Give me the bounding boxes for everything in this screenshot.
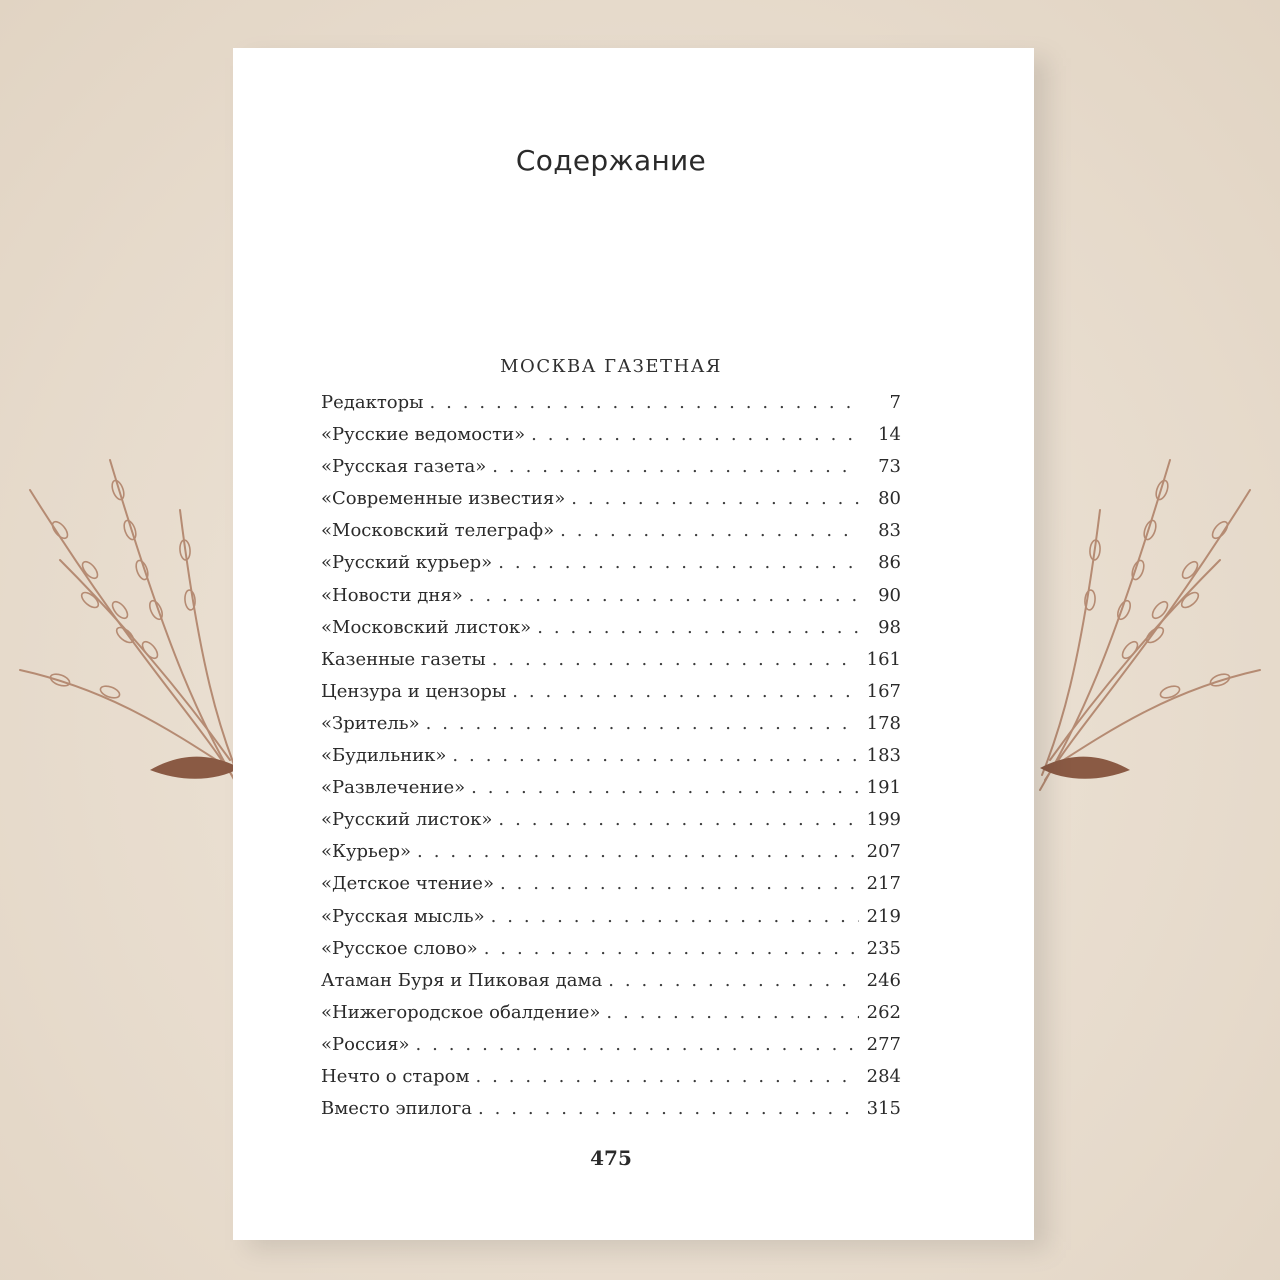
dot-leader [498, 552, 859, 573]
toc-entry-page: 262 [866, 1001, 901, 1023]
toc-entry-page: 207 [866, 841, 901, 863]
toc-entry-page: 7 [889, 392, 901, 413]
toc-entry [321, 1002, 901, 1034]
toc-entry-page: 167 [866, 680, 901, 702]
toc-entry-title: «Нижегородское обалдение» [321, 1001, 601, 1023]
toc-entry-page: 73 [878, 456, 901, 478]
dot-leader [417, 841, 859, 862]
dot-leader [416, 1034, 860, 1055]
dot-leader [471, 777, 859, 798]
dot-leader [608, 970, 859, 991]
toc-entry [321, 873, 901, 905]
toc-entry [321, 938, 901, 970]
toc-entry-page: 219 [866, 905, 901, 927]
toc-title: Содержание [515, 144, 707, 177]
dot-leader [537, 617, 859, 638]
toc-entry-page: 161 [866, 648, 901, 670]
toc-entry-title: «Московский телеграф» [321, 520, 555, 542]
dot-leader [560, 520, 859, 541]
toc-entry-title: Нечто о старом [321, 1065, 470, 1087]
toc-entry-page: 199 [866, 809, 901, 831]
toc-entry [321, 970, 901, 1002]
toc-entry [321, 552, 901, 584]
toc-entry [321, 745, 901, 777]
toc-entry [321, 520, 901, 552]
toc-entry-title: «Русские ведомости» [321, 424, 526, 446]
page-number: 475 [590, 1146, 632, 1170]
book-page [233, 48, 1034, 1240]
toc-entry-page: 315 [866, 1098, 901, 1120]
toc-entry-page: 86 [878, 552, 901, 574]
dot-leader [498, 809, 859, 830]
dot-leader [606, 1002, 859, 1023]
toc-entry [321, 777, 901, 809]
toc-entry [321, 585, 901, 617]
toc-entry-page: 178 [866, 712, 901, 734]
toc-entry-title: Атаман Буря и Пиковая дама [321, 969, 603, 991]
toc-entry-page: 191 [866, 777, 901, 799]
toc-entry-page: 235 [866, 937, 901, 959]
toc-entry [321, 617, 901, 649]
toc-entry-title: Цензура и цензоры [321, 680, 507, 702]
toc-entry [321, 392, 901, 424]
dot-leader [452, 745, 859, 766]
toc-entry-page: 277 [866, 1033, 901, 1055]
toc-entry-title: «Развлечение» [321, 777, 466, 799]
toc-entry-page: 98 [878, 616, 901, 638]
toc-entry-title: «Новости дня» [321, 584, 463, 606]
dot-leader [512, 681, 859, 702]
toc-entry-page: 217 [866, 873, 901, 895]
toc-entry-title: «Русская мысль» [321, 905, 485, 927]
toc-entry-page: 284 [866, 1065, 901, 1087]
toc-entry [321, 456, 901, 488]
toc-entry-title: «Современные известия» [321, 488, 566, 510]
toc-entry-title: «Курьер» [321, 841, 412, 863]
dot-leader [492, 649, 859, 670]
dot-leader [571, 488, 859, 509]
dot-leader [469, 585, 859, 606]
toc-entry-title: «Детское чтение» [321, 873, 494, 895]
dot-leader [484, 938, 859, 959]
toc-entry-title: Редакторы [321, 392, 424, 413]
toc-entry [321, 809, 901, 841]
toc-entry-page: 14 [878, 424, 901, 446]
toc-entry-page: 83 [878, 520, 901, 542]
toc-entry [321, 906, 901, 938]
toc-entry-title: «Русское слово» [321, 937, 478, 959]
dot-leader [426, 713, 859, 734]
toc-entry-title: Вместо эпилога [321, 1098, 472, 1120]
toc-entry [321, 649, 901, 681]
toc-entry-page: 90 [878, 584, 901, 606]
toc-entry [321, 1066, 901, 1098]
toc-entry-page: 183 [866, 745, 901, 767]
toc-entry-title: «Русский листок» [321, 809, 493, 831]
toc-entry [321, 1098, 901, 1130]
dot-leader [478, 1098, 859, 1119]
toc-entry-title: Казенные газеты [321, 648, 486, 670]
toc-entry [321, 1034, 901, 1066]
dot-leader [429, 392, 859, 413]
section-title: МОСКВА ГАЗЕТНАЯ [500, 356, 722, 377]
toc-entry [321, 713, 901, 745]
toc-entry [321, 424, 901, 456]
toc-entry-title: «Московский листок» [321, 616, 532, 638]
toc-entry-title: «Русская газета» [321, 456, 487, 478]
dot-leader [491, 906, 859, 927]
toc-list [321, 392, 901, 1130]
toc-entry [321, 488, 901, 520]
dot-leader [492, 456, 859, 477]
dot-leader [475, 1066, 859, 1087]
toc-entry-page: 80 [878, 488, 901, 510]
toc-entry-title: «Будильник» [321, 745, 447, 767]
dot-leader [531, 424, 859, 445]
toc-entry-title: «Россия» [321, 1033, 410, 1055]
toc-entry [321, 841, 901, 873]
toc-entry-title: «Русский курьер» [321, 552, 493, 574]
toc-entry-title: «Зритель» [321, 712, 420, 734]
toc-entry-page: 246 [866, 969, 901, 991]
toc-entry [321, 681, 901, 713]
dot-leader [500, 873, 859, 894]
